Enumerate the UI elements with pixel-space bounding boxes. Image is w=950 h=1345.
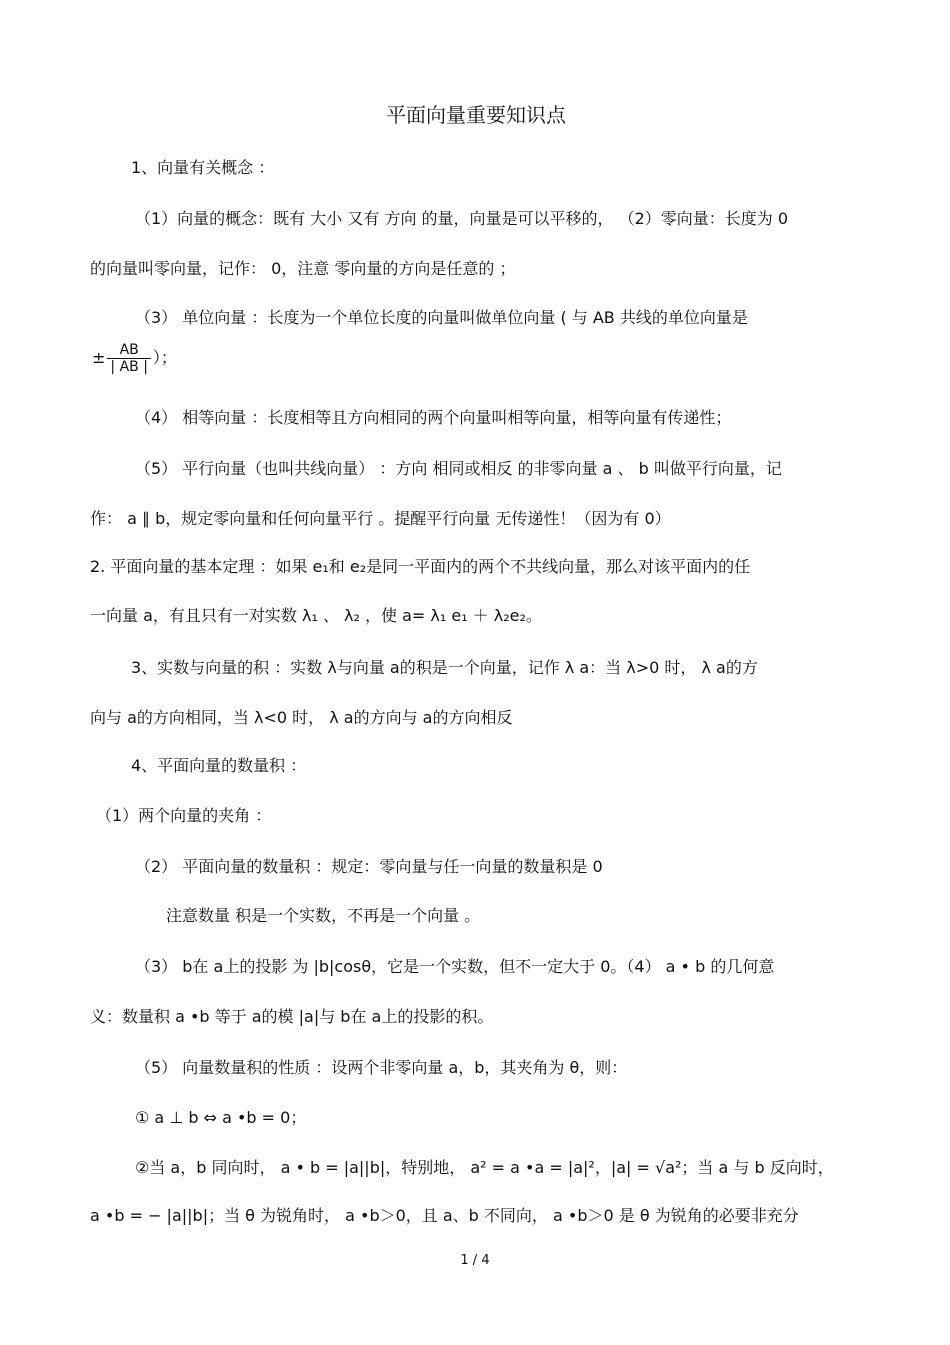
- property-perpendicular: ① a ⊥ b ⇔ a •b = 0；: [135, 1108, 307, 1127]
- paragraph-vector-concept: （1）向量的概念：既有 大小 又有 方向 的量，向量是可以平移的， （2）零向量：长度为 0: [135, 209, 789, 228]
- section-2-theorem: 2. 平面向量的基本定理 ：如果 e₁和 e₂是同一平面内的两个不共线向量，那么对该平面内的任: [90, 557, 751, 576]
- property-acute-angle: a •b = − |a||b|；当 θ 为锐角时， a •b＞0，且 a、b 不同向， a •b＞0 是 θ 为锐角的必要非充分: [90, 1206, 799, 1225]
- paragraph-dot-properties: （5） 向量数量积的性质 ：设两个非零向量 a，b，其夹角为 θ，则：: [135, 1058, 628, 1077]
- unit-vector-tail: ）；: [152, 348, 177, 367]
- paragraph-parallel-notation: 作： a ∥ b，规定零向量和任何向量平行 。提醒平行向量 无传递性！（因为有 0）: [90, 509, 671, 528]
- section-3-scalar-product: 3、实数与向量的积 ：实数 λ与向量 a的积是一个向量，记作 λ a：当 λ>0 时， λ a的方: [131, 658, 758, 677]
- paragraph-parallel-vector: （5） 平行向量（也叫共线向量） ：方向 相同或相反 的非零向量 a 、 b 叫做平行向量，记: [135, 459, 782, 478]
- paragraph-theorem-cont: 一向量 a，有且只有一对实数 λ₁ 、 λ₂ ，使 a= λ₁ e₁ ＋ λ₂e₂。: [90, 606, 542, 625]
- section-1-heading: 1、向量有关概念 ：: [131, 158, 275, 177]
- unit-vector-formula: [92, 342, 177, 375]
- fraction-denominator: | AB |: [110, 359, 148, 375]
- page-title: 平面向量重要知识点: [386, 103, 566, 127]
- plus-minus-sign: ±: [92, 348, 106, 367]
- paragraph-dot-note: 注意数量 积是一个实数，不再是一个向量 。: [166, 906, 481, 925]
- paragraph-geometric-meaning: 义：数量积 a •b 等于 a的模 |a|与 b在 a上的投影的积。: [90, 1007, 494, 1026]
- property-same-direction: ②当 a，b 同向时， a • b = |a||b|，特别地， a² = a •a = |a|²，|a| = √a²；当 a 与 b 反向时，: [135, 1158, 834, 1177]
- paragraph-projection: （3） b在 a上的投影 为 |b|cosθ，它是一个实数，但不一定大于 0。（4） a • b 的几何意: [135, 957, 775, 976]
- page-number: 1 / 4: [460, 1253, 490, 1268]
- fraction-numerator: AB: [107, 342, 151, 359]
- paragraph-dot-definition: （2） 平面向量的数量积 ：规定：零向量与任一向量的数量积是 0: [135, 857, 603, 876]
- paragraph-equal-vector: （4） 相等向量 ：长度相等且方向相同的两个向量叫相等向量，相等向量有传递性；: [135, 408, 732, 427]
- unit-vector-fraction: [107, 342, 151, 375]
- paragraph-zero-vector: 的向量叫零向量，记作： 0，注意 零向量的方向是任意的 ；: [90, 259, 516, 278]
- paragraph-scalar-direction: 向与 a的方向相同，当 λ<0 时， λ a的方向与 a的方向相反: [90, 708, 513, 727]
- paragraph-unit-vector: （3） 单位向量 ：长度为一个单位长度的向量叫做单位向量 ( 与 AB 共线的单位向量是: [135, 308, 748, 327]
- paragraph-angle: （1）两个向量的夹角 ：: [96, 806, 272, 825]
- section-4-dot-product: 4、平面向量的数量积 ：: [131, 756, 307, 775]
